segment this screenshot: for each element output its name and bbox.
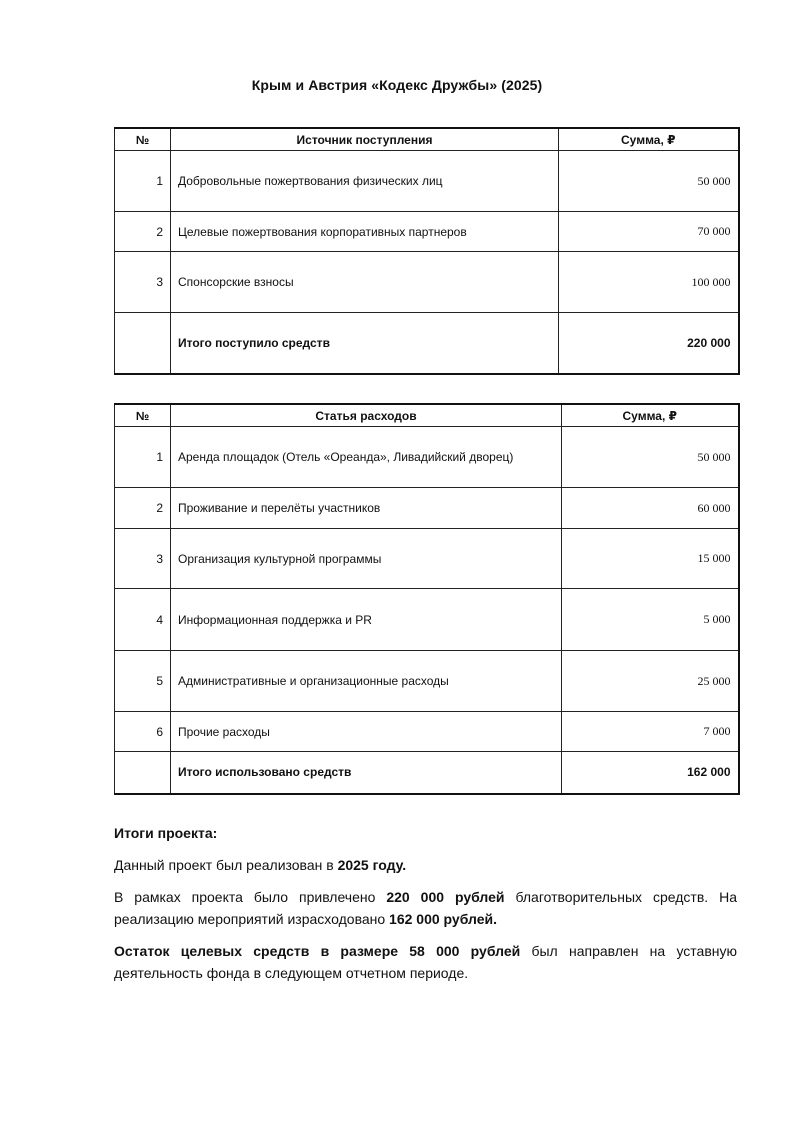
row-number: 3: [115, 529, 171, 589]
row-label: Целевые пожертвования корпоративных партнеров: [171, 212, 559, 252]
row-amount: 7 000: [562, 712, 739, 752]
row-number: 1: [115, 427, 171, 488]
total-label: Итого использовано средств: [171, 752, 562, 794]
summary-paragraph-remainder: [114, 940, 737, 984]
table-row: [115, 151, 739, 212]
document-title: Крым и Австрия «Кодекс Дружбы» (2025): [251, 77, 543, 93]
row-amount: 50 000: [562, 427, 739, 488]
row-number: 3: [115, 252, 171, 313]
column-header-number: №: [115, 404, 171, 427]
summary-text: Данный проект был реализован в: [114, 857, 338, 873]
row-number: 4: [115, 589, 171, 651]
summary-bold-spent: 162 000 рублей.: [389, 911, 497, 927]
column-header-number: №: [115, 128, 171, 151]
table-row: [115, 589, 739, 651]
table-header-row: [115, 128, 739, 151]
total-number-cell: [115, 313, 171, 374]
table-row: [115, 252, 739, 313]
row-number: 1: [115, 151, 171, 212]
summary-paragraph-year: [114, 854, 737, 876]
table-row: [115, 529, 739, 589]
row-amount: 5 000: [562, 589, 739, 651]
income-table: [114, 127, 740, 375]
summary-text: был направлен на уставную деятельность фонда в следующем отчетном периоде.: [114, 943, 737, 981]
total-row: [115, 752, 739, 794]
summary-text: благотворительных средств. На реализацию мероприятий израсходовано: [114, 889, 737, 927]
summary-section: [114, 822, 737, 984]
column-header-source: Источник поступления: [171, 128, 559, 151]
total-label: Итого поступило средств: [171, 313, 559, 374]
table-row: [115, 651, 739, 712]
row-number: 6: [115, 712, 171, 752]
summary-bold-year: 2025 году.: [337, 857, 407, 873]
table-header-row: [115, 404, 739, 427]
summary-text: В рамках проекта было привлечено: [114, 889, 387, 905]
row-label: Административные и организационные расходы: [171, 651, 562, 712]
table-row: [115, 212, 739, 252]
total-row: [115, 313, 739, 374]
total-amount: 162 000: [562, 752, 739, 794]
row-label: Информационная поддержка и PR: [171, 589, 562, 651]
summary-paragraph-funds: [114, 886, 737, 930]
row-number: 2: [115, 212, 171, 252]
column-header-amount: Сумма, ₽: [559, 128, 739, 151]
row-amount: 70 000: [559, 212, 739, 252]
row-label: Прочие расходы: [171, 712, 562, 752]
summary-bold-remainder: Остаток целевых средств в размере 58 000 рублей: [114, 943, 521, 959]
summary-bold-raised: 220 000 рублей: [386, 889, 505, 905]
row-label: Аренда площадок (Отель «Ореанда», Ливадийский дворец): [171, 427, 562, 488]
row-number: 5: [115, 651, 171, 712]
total-number-cell: [115, 752, 171, 794]
table-row: [115, 488, 739, 529]
row-number: 2: [115, 488, 171, 529]
column-header-item: Статья расходов: [171, 404, 562, 427]
row-amount: 50 000: [559, 151, 739, 212]
table-row: [115, 427, 739, 488]
table-row: [115, 712, 739, 752]
column-header-amount: Сумма, ₽: [562, 404, 739, 427]
row-label: Проживание и перелёты участников: [171, 488, 562, 529]
summary-heading: Итоги проекта:: [114, 825, 218, 841]
row-amount: 25 000: [562, 651, 739, 712]
total-amount: 220 000: [559, 313, 739, 374]
row-label: Спонсорские взносы: [171, 252, 559, 313]
expense-table: [114, 403, 740, 795]
row-amount: 100 000: [559, 252, 739, 313]
row-label: Организация культурной программы: [171, 529, 562, 589]
row-amount: 15 000: [562, 529, 739, 589]
row-label: Добровольные пожертвования физических лиц: [171, 151, 559, 212]
row-amount: 60 000: [562, 488, 739, 529]
